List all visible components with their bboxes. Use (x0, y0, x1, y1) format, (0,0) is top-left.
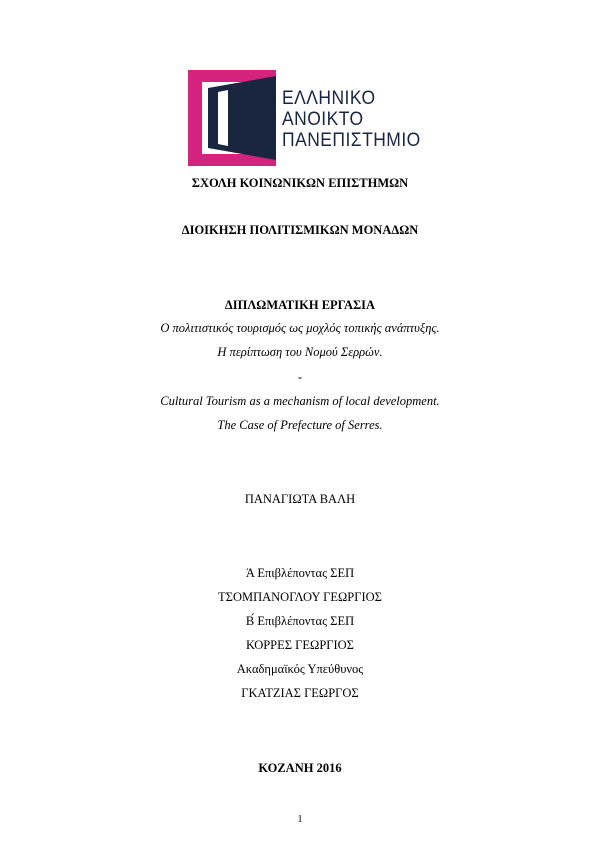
thesis-title-greek-line-1: Ο πολιτιστικός τουρισμός ως μοχλός τοπικής ανάπτυξης. (160, 321, 440, 335)
title-separator: - (297, 370, 303, 384)
first-supervisor-name: ΤΣΟΜΠΑΝΟΓΛΟΥ ΓΕΩΡΓΙΟΣ (218, 590, 382, 604)
thesis-title-english-line-1: Cultural Tourism as a mechanism of local development. (160, 394, 440, 408)
academic-supervisor-label: Ακαδημαϊκός Υπεύθυνος (236, 662, 364, 676)
logo-line-1: ΕΛΛΗΝΙΚΟ (282, 88, 376, 109)
place-and-year: ΚΟΖΑΝΗ 2016 (258, 761, 342, 775)
page-number: 1 (297, 814, 303, 825)
logo-wordmark (282, 88, 421, 151)
author-name: ΠΑΝΑΓΙΩΤΑ ΒΑΛΗ (244, 492, 356, 506)
eap-logo-icon (188, 68, 278, 168)
thesis-title-greek-line-2: Η περίπτωση του Νομού Σερρών. (217, 345, 383, 359)
thesis-title-english-line-2: The Case of Prefecture of Serres. (217, 418, 383, 432)
second-supervisor-name: ΚΟΡΡΕΣ ΓΕΩΡΓΙΟΣ (246, 638, 354, 652)
university-logo (188, 68, 438, 168)
logo-line-3: ΠΑΝΕΠΙΣΤΗΜΙΟ (282, 130, 421, 151)
school-name: ΣΧΟΛΗ ΚΟΙΝΩΝΙΚΩΝ ΕΠΙΣΤΗΜΩΝ (191, 176, 409, 190)
academic-supervisor-name: ΓΚΑΤΖΙΑΣ ΓΕΩΡΓΟΣ (241, 686, 359, 700)
second-supervisor-label: Β́ Επιβλέποντας ΣΕΠ (245, 614, 355, 628)
program-name: ΔΙΟΙΚΗΣΗ ΠΟΛΙΤΙΣΜΙΚΩΝ ΜΟΝΑΔΩΝ (181, 223, 419, 237)
first-supervisor-label: Ά Επιβλέποντας ΣΕΠ (245, 566, 355, 580)
logo-line-2: ΑΝΟΙΚΤΟ (282, 109, 364, 130)
thesis-heading: ΔΙΠΛΩΜΑΤΙΚΗ ΕΡΓΑΣΙΑ (224, 298, 376, 312)
